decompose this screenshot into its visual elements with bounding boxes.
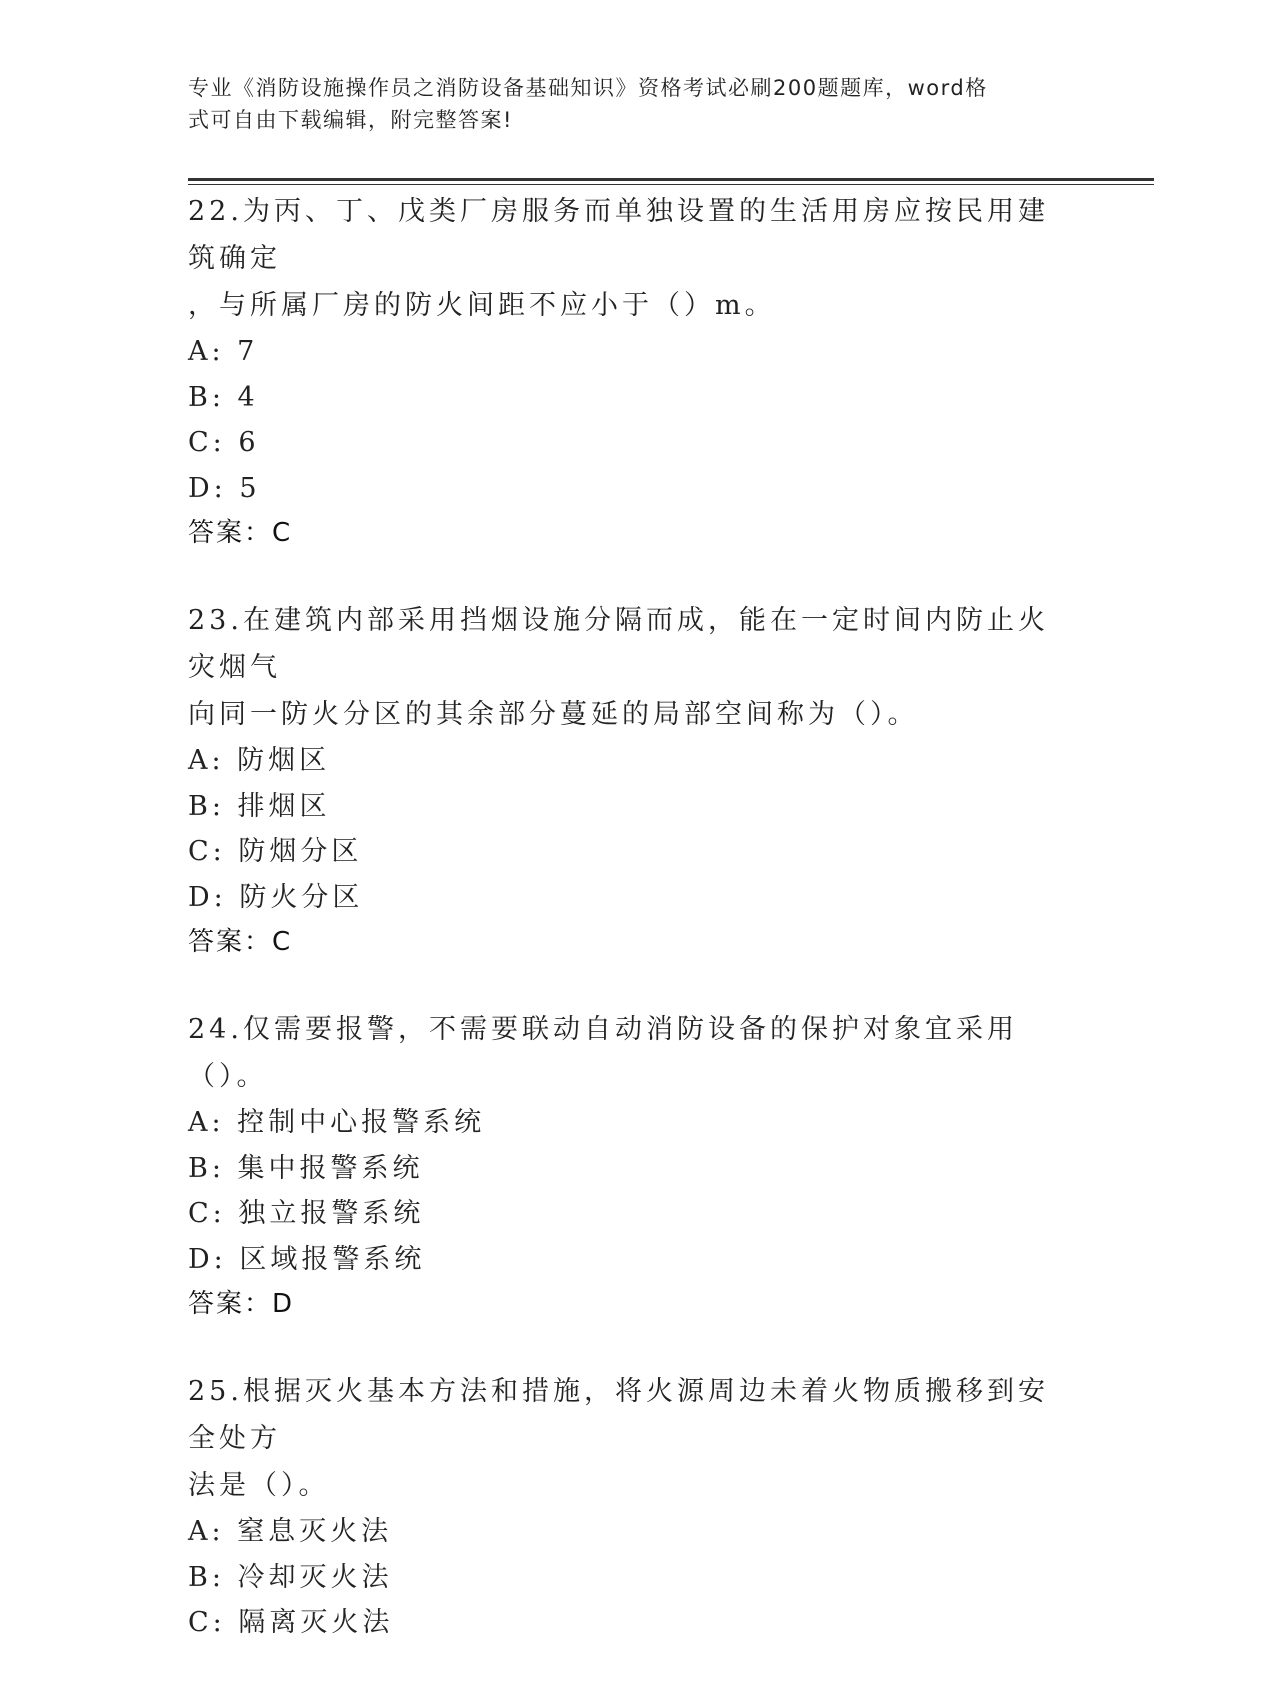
answer: 答案：D [188,1289,295,1319]
question-text-line: 22.为丙、丁、戊类厂房服务而单独设置的生活用房应按民用建筑确定 [188,196,1049,274]
header-divider-thick [188,178,1154,181]
option-a: A: 7 [188,336,259,367]
question-23 [188,597,1088,965]
option-d: D: 区域报警系统 [188,1243,426,1275]
header-divider-thin [188,184,1154,185]
question-text-line: ，与所属厂房的防火间距不应小于（）m。 [188,290,776,321]
document-header [188,72,1068,136]
option-c: C: 隔离灭火法 [188,1607,394,1638]
question-text-line: 24.仅需要报警，不需要联动自动消防设备的保护对象宜采用（）。 [188,1014,1018,1092]
header-line-2: 式可自由下载编辑，附完整答案! [188,108,513,132]
option-a: A: 控制中心报警系统 [188,1107,486,1138]
option-b: B: 集中报警系统 [188,1152,424,1184]
answer: 答案：C [188,518,293,548]
header-line-1: 专业《消防设施操作员之消防设备基础知识》资格考试必刷200题题库，word格 [188,76,988,100]
question-text-line: 向同一防火分区的其余部分蔓延的局部空间称为（）。 [188,699,919,730]
option-c: C: 6 [188,427,260,458]
question-24 [188,1006,1088,1327]
option-b: B: 4 [188,381,259,413]
question-text [188,1006,1078,1100]
answer: 答案：C [188,927,293,957]
option-d: D: 防火分区 [188,881,364,913]
option-a: A: 窒息灭火法 [188,1516,393,1547]
question-text [188,597,1078,738]
option-c: C: 防烟分区 [188,836,363,867]
question-text-line: 法是（）。 [188,1470,330,1501]
question-text [188,188,1078,329]
option-a: A: 防烟区 [188,745,331,776]
question-list [188,188,1088,1687]
question-text-line: 23.在建筑内部采用挡烟设施分隔而成，能在一定时间内防止火灾烟气 [188,605,1049,683]
question-text [188,1368,1078,1509]
option-b: B: 排烟区 [188,790,331,822]
option-b: B: 冷却灭火法 [188,1561,393,1593]
question-text-line: 25.根据灭火基本方法和措施，将火源周边未着火物质搬移到安全处方 [188,1376,1049,1454]
option-d: D: 5 [188,472,261,504]
option-c: C: 独立报警系统 [188,1198,425,1229]
question-25 [188,1368,1088,1646]
question-22 [188,188,1088,556]
